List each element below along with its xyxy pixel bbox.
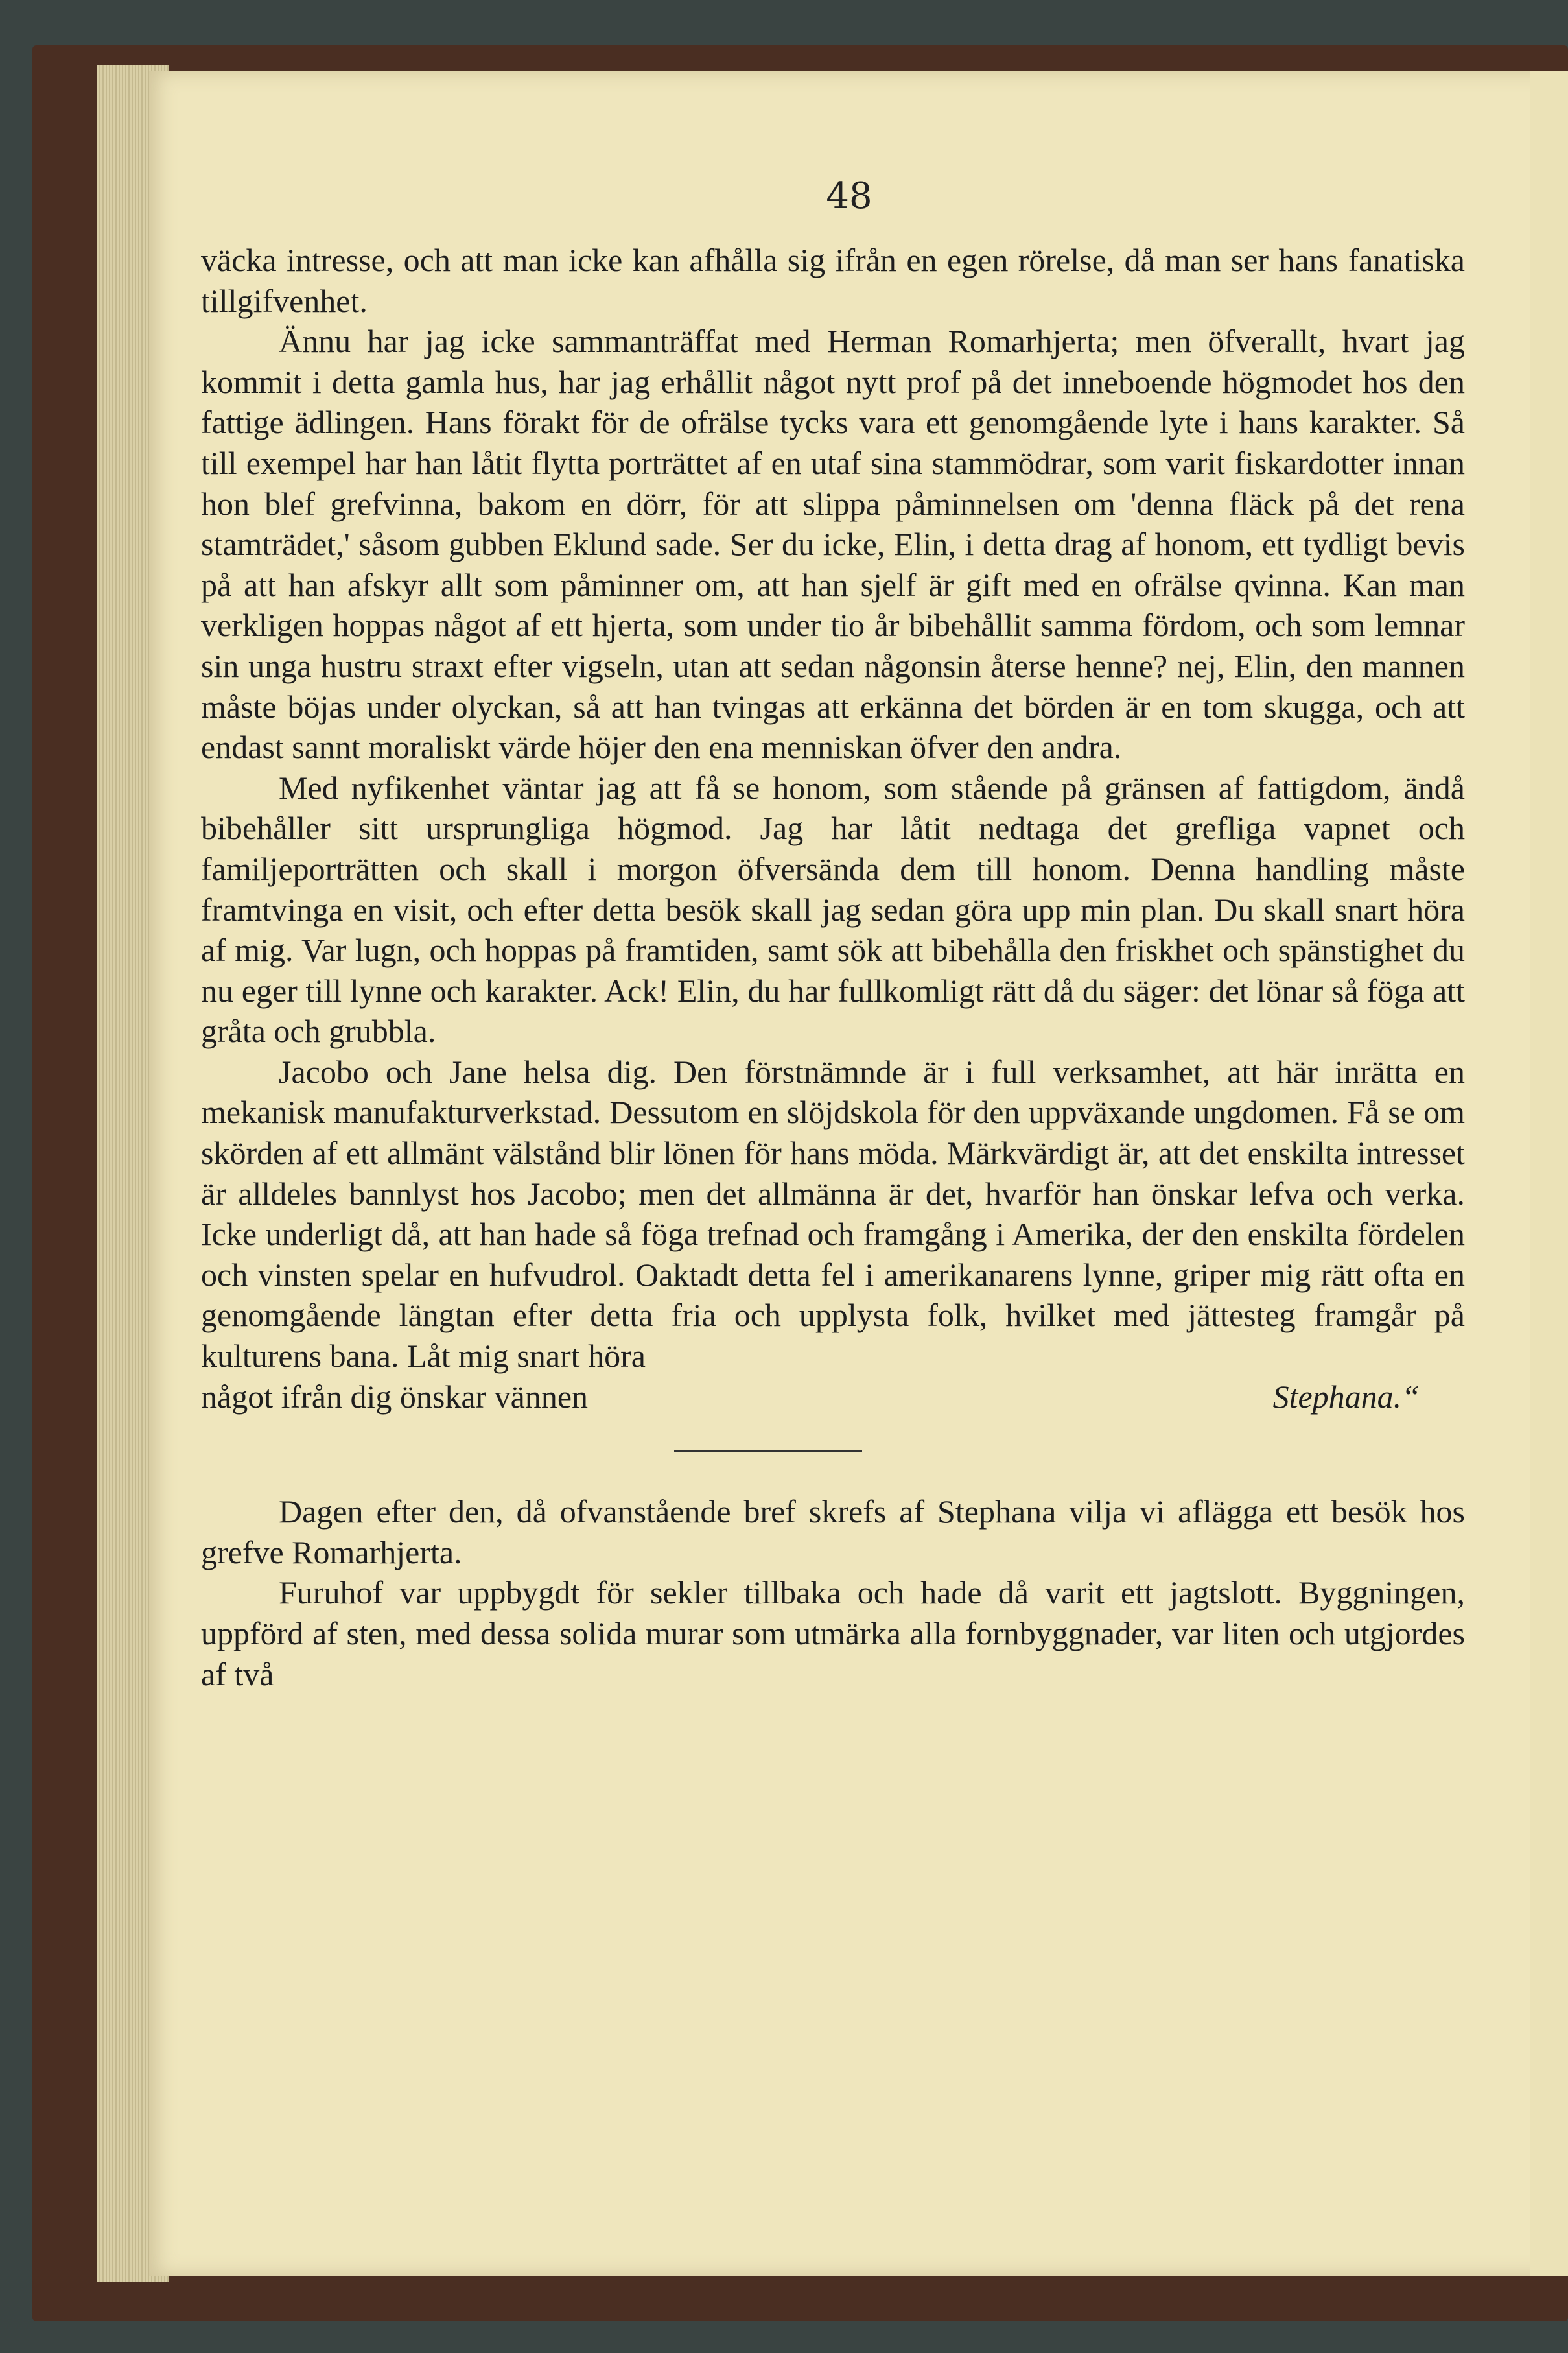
paragraph: väcka intresse, och att man icke kan afhålla sig ifrån en egen rörelse, då man ser hans fanatiska tillgifvenhet. — [201, 242, 1465, 319]
signoff-text: något ifrån dig önskar vännen — [201, 1378, 589, 1415]
paragraph: Jacobo och Jane helsa dig. Den förstnämnde är i full verksamhet, att här inrätta en mekanisk manufakturverkstad. Dessutom en slöjdskola för den uppväxande ungdomen. Få se om skörden af ett allmänt välstånd blir lönen för hans möda. Märkvärdigt är, att det enskilta intresset är alldeles bannlyst hos Jacobo; men det allmänna är det, hvarför han önskar lefva och verka. Icke underligt då, att han hade så föga trefnad och framgång i Amerika, der den enskilta fördelen och vinsten spelar en hufvudrol. Oaktadt detta fel i amerikanarens lynne, griper mig rätt ofta en genomgående längtan efter detta fria och upplysta folk, hvilket med jättesteg framgår på kulturens bana. Låt mig snart höra — [201, 1053, 1465, 1375]
paragraph: Dagen efter den, då ofvanstående bref skrefs af Stephana vilja vi aflägga ett besök hos grefve Romarhjerta. — [201, 1493, 1465, 1570]
paragraph: Ännu har jag icke sammanträffat med Herman Romarhjerta; men öfverallt, hvart jag kommit i detta gamla hus, har jag erhållit något nytt prof på det inneboende högmodet hos den fattige ädlingen. Hans förakt för de ofrälse tycks vara ett genomgående lyte i hans karakter. Så till exempel har han låtit flytta porträttet af en utaf sina stammödrar, som varit fiskardotter innan hon blef grefvinna, bakom en dörr, för att slippa påminnelsen om 'denna fläck på det rena stamträdet,' såsom gubben Eklund sade. Ser du icke, Elin, i detta drag af honom, ett tydligt bevis på att han afskyr allt som påminner om, att han sjelf är gift med en ofrälse qvinna. Kan man verkligen hoppas något af ett hjerta, som under tio år bibehållit samma fördom, och som lemnar sin unga hustru straxt efter vigseln, utan att sedan någonsin återse henne? nej, Elin, den mannen måste böjas under olyckan, så att han tvingas att erkänna det börden är en tom skugga, och att endast sannt moraliskt värde höjer den ena menniskan öfver den andra. — [201, 323, 1465, 766]
letter-signoff — [201, 1377, 1465, 1417]
paragraph: Furuhof var uppbygdt för sekler tillbaka och hade då varit ett jagtslott. Byggningen, uppförd af sten, med dessa solida murar som utmärka alla fornbyggnader, var liten och utgjordes af två — [201, 1574, 1465, 1692]
paragraph: Med nyfikenhet väntar jag att få se honom, som stående på gränsen af fattigdom, ändå bibehåller sitt ursprungliga högmod. Jag har låtit nedtaga det grefliga vapnet och familjeporträtten och skall i morgon öfversända dem till honom. Denna handling måste framtvinga en visit, och efter detta besök skall jag sedan göra upp min plan. Du skall snart höra af mig. Var lugn, och hoppas på framtiden, samt sök att bibehålla den friskhet och spänstighet du nu eger till lynne och karakter. Ack! Elin, du har fullkomligt rätt då du säger: det lönar så föga att gråta och grubbla. — [201, 769, 1465, 1050]
body-text — [201, 240, 1465, 1694]
page-number: 48 — [826, 175, 872, 217]
section-divider — [674, 1450, 862, 1452]
adjacent-page-edge — [1530, 71, 1568, 2276]
signature: Stephana.“ — [1272, 1378, 1420, 1415]
